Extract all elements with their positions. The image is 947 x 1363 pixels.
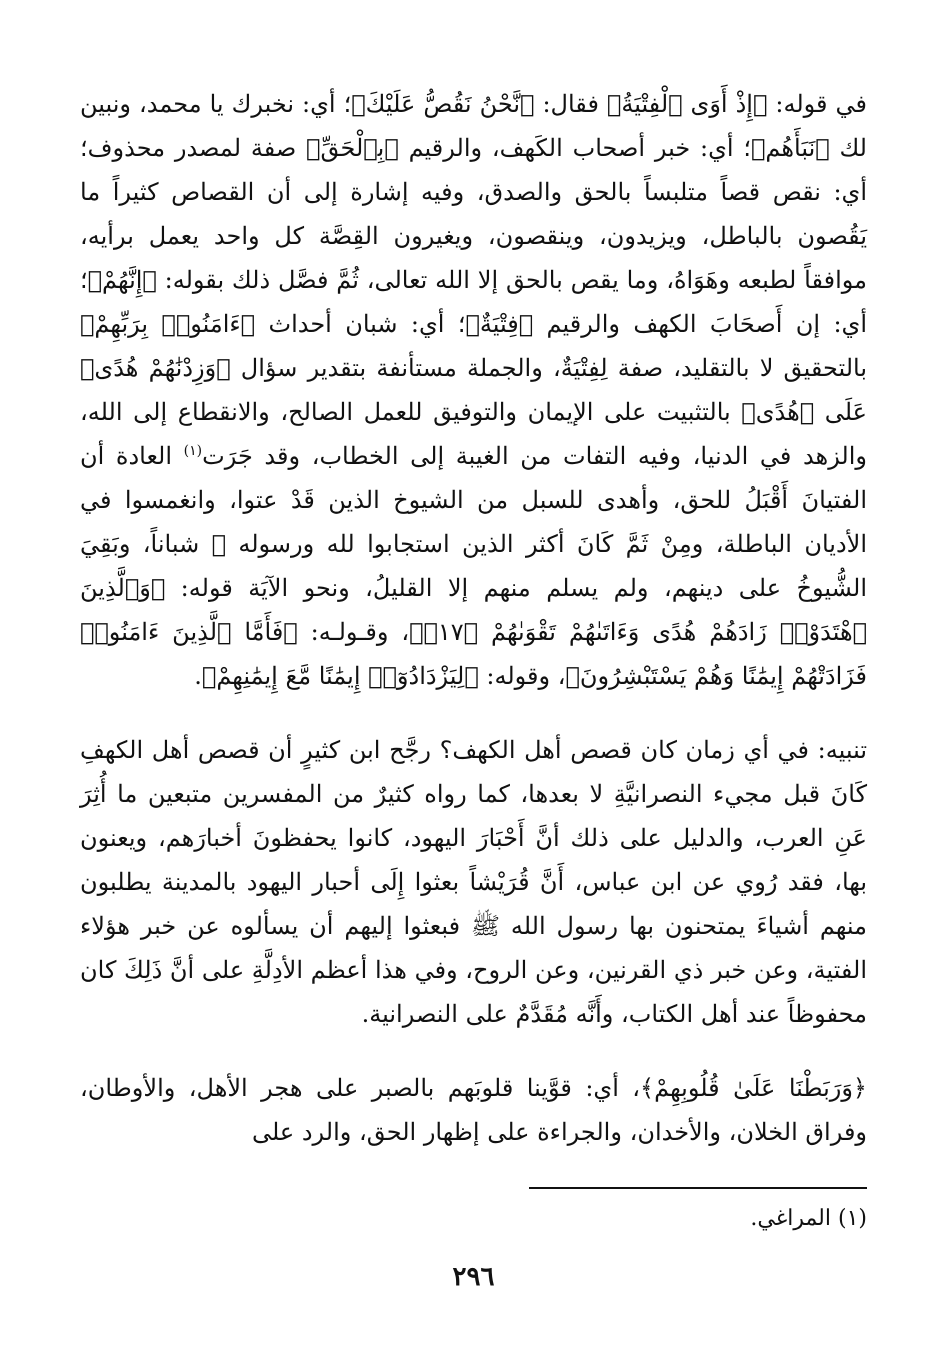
page-body [80, 82, 867, 1154]
footnote-divider [529, 1187, 867, 1189]
paragraph-2-note: تنبيه: في أي زمان كان قصص أهل الكهف؟ رجَّح ابن كثيرٍ أن قصص أهل الكهفِ كَانَ قبل مجيء النصرانيَّةِ لا بعدها، كما رواه كثيرٌ من المفسرين متبعين ما أُثِرَ عَنِ العرب، والدليل على ذلك أنَّ أَحْبَارَ اليهود، كانوا يحفظونَ أخبارَهم، ويعنون بها، فقد رُوي عن ابن عباس، أَنَّ قُرَيْشاً بعثوا إِلَى أحبار اليهود بالمدينة يطلبون منهم أشياءَ يمتحنون بها رسول الله ﷺ فبعثوا إليهم أن يسألوه عن خبر هؤلاء الفتية، وعن خبر ذي القرنين، وعن الروح، وفي هذا أعظم الأدِلَّةِ على أنَّ ذَلِكَ كان محفوظاً عند أهل الكتاب، وأَنَّه مُقَدَّمٌ على النصرانية. [80, 736, 868, 1028]
paragraph-1 [80, 82, 867, 698]
paragraph-1-text: في قوله: ﴿إِذْ أَوَى ٱلْفِتْيَةُ﴾ فقال: ﴿نَّحْنُ نَقُصُّ عَلَيْكَ﴾؛ أي: نخبرك يا محمد، ونبين لك ﴿نَبَأَهُم﴾؛ أي: خبر أصحاب الكَهف، والرقيم ﴿بِٱلْحَقِّ﴾ صفة لمصدر محذوف؛ أي: نقص قصاً متلبساً بالحق والصدق، وفيه إشارة إلى أن القصاص كثيراً ما يَقُصون بالباطل، ويزيدون، وينقصون، ويغيرون القِصَّة كل واحد يعمل برأيه، موافقاً لطبعه وهَوَاهُ، وما يقص بالحق إلا الله تعالى، ثُمَّ فصَّل ذلك بقوله: ﴿إِنَّهُمْ﴾؛ أي: إن أَصحَابَ الكهف والرقيم ﴿فِتْيَةٌ﴾؛ أي: شبان أحداث ﴿ءَامَنُوا۟ بِرَبِّهِمْ﴾ بالتحقيق لا بالتقليد، صفة لِفِتْيَةٌ، والجملة مستأنفة بتقدير سؤال ﴿وَزِدْنَٰهُمْ هُدًى﴾ عَلَى ﴿هُدًى﴾ بالتثبيت على الإيمان والتوفيق للعمل الصالح، والانقطاع إلى الله، والزهد في الدنيا، وفيه التفات من الغيبة إلى الخطاب، وقد جَرَت [80, 90, 868, 470]
paragraph-1-continued: العادة أن الفتيانَ أَقْبَلُ للحق، وأهدى للسبل من الشيوخ الذين قَدْ عتوا، وانغمسوا في الأديان الباطلة، ومِنْ ثَمَّ كَانَ أكثر الذين استجابوا لله ورسوله ﷺ شباناً، وبَقِيَ الشُّيوخُ على دينهم، ولم يسلم منهم إلا القليلُ، ونحو الآيَة قوله: ﴿وَٱلَّذِينَ ٱهْتَدَوْا۟ زَادَهُمْ هُدًى وَءَاتَىٰهُمْ تَقْوَىٰهُمْ ﴿١٧﴾﴾، وقـولـه: ﴿فَأَمَّا ٱلَّذِينَ ءَامَنُوا۟ فَزَادَتْهُمْ إِيمَٰنًا وَهُمْ يَسْتَبْشِرُونَ﴾، وقوله: ﴿لِيَزْدَادُوٓا۟ إِيمَٰنًا مَّعَ إِيمَٰنِهِمْ﴾. [80, 442, 867, 690]
paragraph-3: ﴿وَرَبَطْنَا عَلَىٰ قُلُوبِهِمْ﴾، أي: قوَّينا قلوبَهم بالصبر على هجر الأهل، والأوطان، وفراق الخلان، والأخدان، والجراءة على إظهار الحق، والرد على [80, 1074, 867, 1146]
footnote: (١) المراغي. [750, 1206, 867, 1231]
page-number: ٢٩٦ [452, 1262, 495, 1292]
footnote-reference: (١) [183, 443, 203, 459]
